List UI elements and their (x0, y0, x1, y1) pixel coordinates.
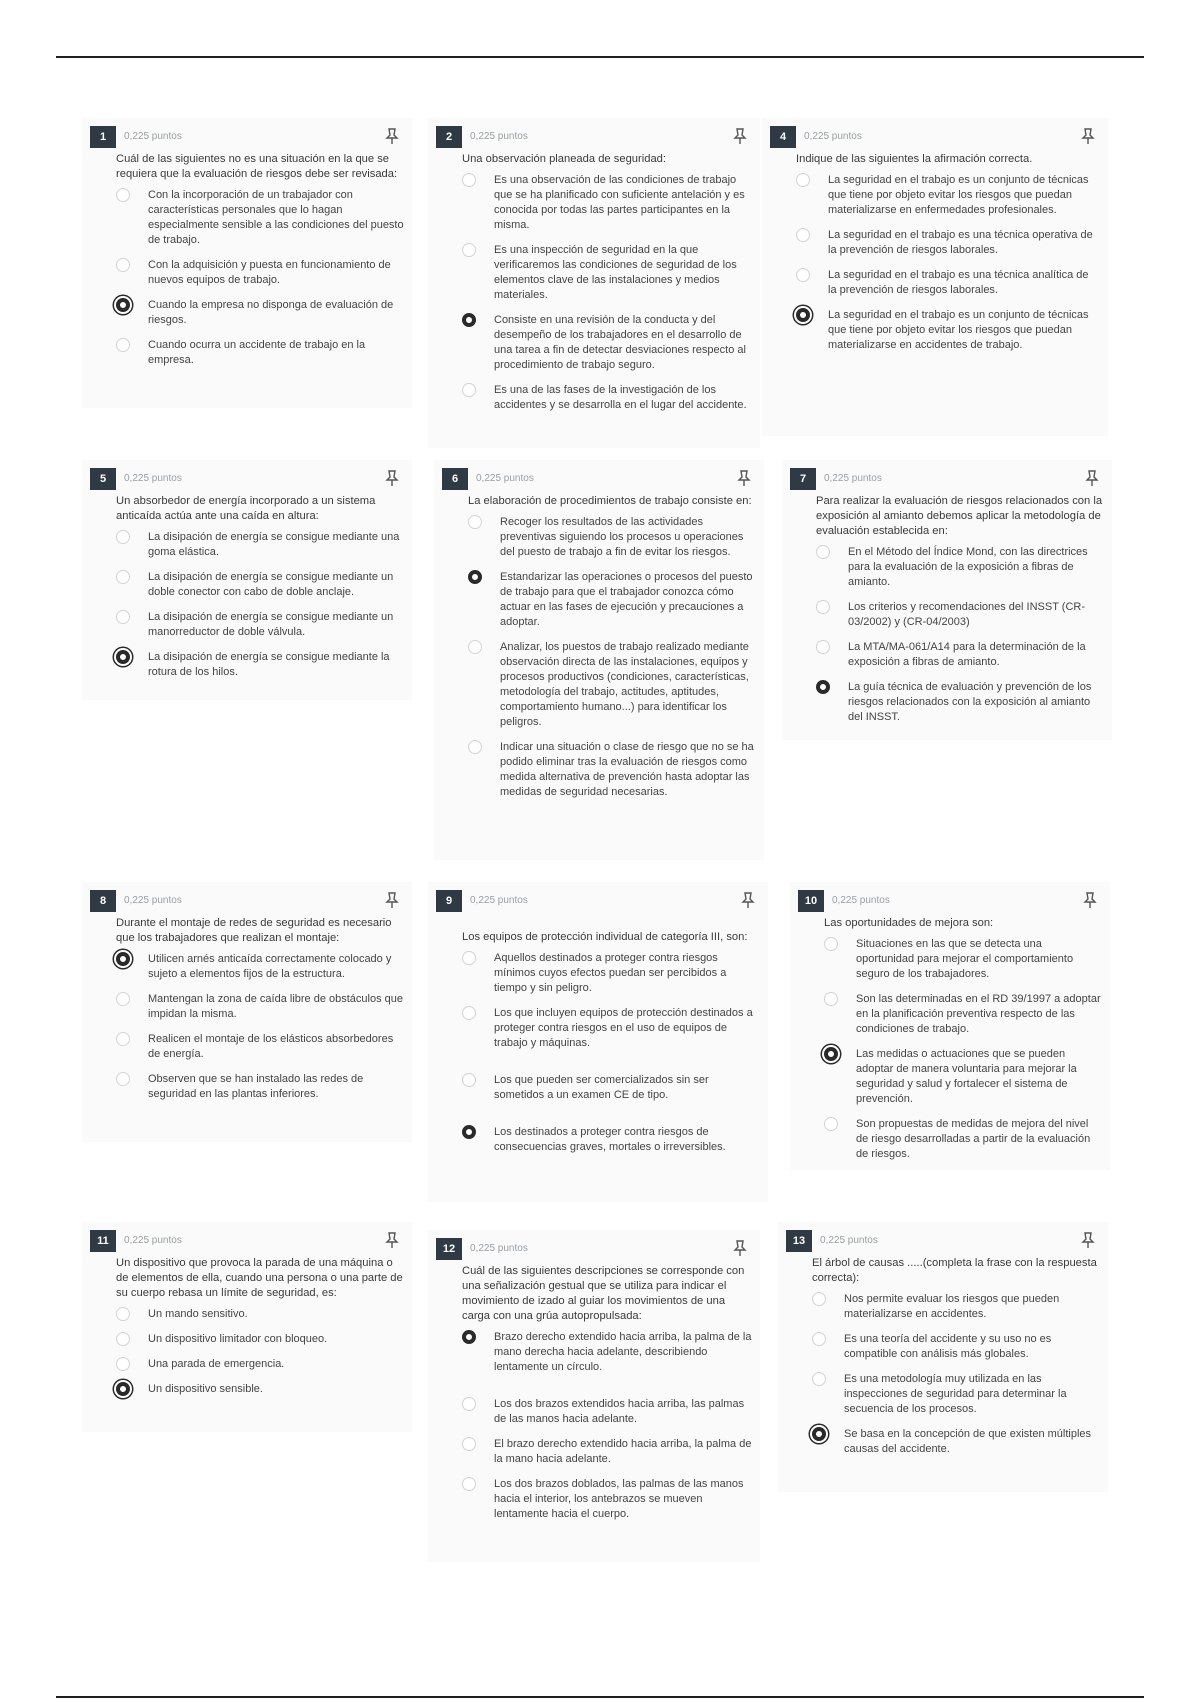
answer-option-label: Nos permite evaluar los riesgos que pueden materializarse en accidentes. (844, 1293, 1060, 1320)
answer-option-label: La seguridad en el trabajo es una técnica analítica de la prevención de riesgos laborales. (828, 269, 1089, 296)
top-rule (56, 56, 1144, 58)
question-text: Un absorbedor de energía incorporado a un sistema anticaída actúa ante una caída en altura: (116, 495, 376, 522)
answer-option-label: La disipación de energía se consigue mediante un doble conector con cabo de doble anclaje. (148, 571, 394, 598)
answer-option-label: Utilicen arnés anticaída correctamente colocado y sujeto a elementos fijos de la estructura. (148, 953, 392, 980)
answer-option[interactable] (90, 1382, 404, 1397)
radio-selected[interactable] (812, 1427, 826, 1441)
answer-option-label: Situaciones en las que se detecta una oportunidad para mejorar el comportamiento seguro de los trabajadores. (856, 938, 1074, 980)
points-label: 0,225 puntos (824, 473, 882, 484)
question-card (82, 1222, 412, 1432)
answer-option[interactable] (90, 570, 404, 600)
question-number-badge: 9 (436, 890, 462, 912)
radio-selected[interactable] (468, 570, 482, 584)
answer-option[interactable] (770, 173, 1100, 218)
question-header (786, 1230, 1100, 1252)
answer-option[interactable] (442, 570, 756, 630)
answer-option[interactable] (436, 1006, 760, 1051)
question-card (82, 118, 412, 408)
answer-option-label: La seguridad en el trabajo es un conjunto de técnicas que tiene por objeto evitar los riesgos que puedan materializarse en accidentes de trabajo. (828, 309, 1089, 351)
answer-option-label: Un dispositivo sensible. (148, 1383, 263, 1395)
radio-unselected[interactable] (116, 992, 130, 1006)
pin-icon[interactable] (1080, 127, 1096, 145)
question-card (428, 118, 760, 448)
radio-unselected[interactable] (824, 992, 838, 1006)
answer-option[interactable] (90, 1032, 404, 1062)
radio-unselected[interactable] (796, 228, 810, 242)
radio-unselected[interactable] (116, 570, 130, 584)
pin-icon[interactable] (384, 1231, 400, 1249)
answer-option-label: El brazo derecho extendido hacia arriba, la palma de la mano hacia adelante. (494, 1438, 752, 1465)
radio-unselected[interactable] (462, 173, 476, 187)
question-header (442, 468, 756, 490)
answer-option[interactable] (436, 243, 752, 303)
radio-selected[interactable] (116, 952, 130, 966)
answer-option[interactable] (436, 313, 752, 373)
radio-unselected[interactable] (116, 1332, 130, 1346)
answer-option-label: Es una inspección de seguridad en la que verificaremos las condiciones de seguridad de los elementos clave de las instalaciones y medios materiales. (494, 244, 737, 301)
question-text: Indique de las siguientes la afirmación correcta. (796, 153, 1033, 165)
pin-icon[interactable] (736, 469, 752, 487)
answer-option[interactable] (798, 992, 1102, 1037)
bottom-rule (56, 1696, 1144, 1698)
question-text: Para realizar la evaluación de riesgos relacionados con la exposición al amianto debemos aplicar la metodología de evaluación establecida en: (816, 495, 1103, 537)
points-label: 0,225 puntos (804, 131, 862, 142)
question-card (428, 882, 768, 1202)
question-card (782, 460, 1112, 740)
question-card (790, 882, 1110, 1170)
points-label: 0,225 puntos (820, 1235, 878, 1246)
radio-unselected[interactable] (468, 740, 482, 754)
question-text: Un dispositivo que provoca la parada de una máquina o de elementos de ella, cuando una persona o una parte de su cuerpo rebasa un límite de seguridad, es: (116, 1257, 403, 1299)
radio-selected[interactable] (462, 1330, 476, 1344)
answer-option-label: Indicar una situación o clase de riesgo que no se ha podido eliminar tras la evaluación de riesgos como medida alternativa de prevención hasta adoptar las medidas de seguridad necesarias. (500, 741, 754, 798)
answer-option-label: Los criterios y recomendaciones del INSST (CR-03/2002) y (CR-04/2003) (848, 601, 1085, 628)
question-number-badge: 1 (90, 126, 116, 148)
answer-option[interactable] (90, 530, 404, 560)
answer-option-label: Es una de las fases de la investigación de los accidentes y se desarrolla en el lugar del accidente. (494, 384, 747, 411)
points-label: 0,225 puntos (470, 1243, 528, 1254)
radio-selected[interactable] (816, 680, 830, 694)
radio-selected[interactable] (462, 313, 476, 327)
radio-unselected[interactable] (462, 383, 476, 397)
answer-option-label: Analizar, los puestos de trabajo realizado mediante observación directa de las instalaciones, equipos y procesos productivos (condiciones, características, metodología del trabajo, actitudes, aptitudes, comportamiento humano...) para identificar los peligros. (500, 641, 749, 728)
radio-unselected[interactable] (816, 545, 830, 559)
question-header (90, 126, 404, 148)
answer-option-label: Un mando sensitivo. (148, 1308, 248, 1320)
question-header (436, 1238, 752, 1260)
answer-option-label: La disipación de energía se consigue mediante una goma elástica. (148, 531, 400, 558)
radio-unselected[interactable] (116, 258, 130, 272)
question-header (790, 468, 1104, 490)
points-label: 0,225 puntos (124, 131, 182, 142)
question-text: Cuál de las siguientes descripciones se corresponde con una señalización gestual que se utiliza para indicar el movimiento de izado al guiar los movimientos de una carga con una grúa autopropulsada: (462, 1265, 745, 1322)
answer-option-label: Un dispositivo limitador con bloqueo. (148, 1333, 328, 1345)
points-label: 0,225 puntos (124, 895, 182, 906)
question-card (762, 118, 1108, 436)
answer-option[interactable] (90, 1072, 404, 1102)
answer-option[interactable] (436, 173, 752, 233)
answer-option-label: La seguridad en el trabajo es una técnica operativa de la prevención de riesgos laborales. (828, 229, 1093, 256)
question-text: Cuál de las siguientes no es una situación en la que se requiera que la evaluación de riesgos debe ser revisada: (116, 153, 398, 180)
radio-selected[interactable] (116, 298, 130, 312)
question-header (90, 890, 404, 912)
question-text: Una observación planeada de seguridad: (462, 153, 667, 165)
radio-unselected[interactable] (116, 610, 130, 624)
answer-option[interactable] (786, 1292, 1100, 1322)
question-card (434, 460, 764, 860)
answer-option[interactable] (442, 740, 756, 800)
radio-selected[interactable] (796, 308, 810, 322)
radio-unselected[interactable] (116, 1072, 130, 1086)
answer-option-label: Los dos brazos doblados, las palmas de las manos hacia el interior, los antebrazos se mueven lentamente hacia el cuerpo. (494, 1478, 744, 1520)
radio-unselected[interactable] (816, 600, 830, 614)
pin-icon[interactable] (384, 891, 400, 909)
radio-unselected[interactable] (116, 188, 130, 202)
answer-option[interactable] (90, 952, 404, 982)
question-text: Los equipos de protección individual de categoría III, son: (462, 931, 748, 943)
answer-option[interactable] (90, 992, 404, 1022)
pin-icon[interactable] (1084, 469, 1100, 487)
question-text: Las oportunidades de mejora son: (824, 917, 994, 929)
answer-option[interactable] (798, 1047, 1102, 1107)
answer-option-label: La seguridad en el trabajo es un conjunto de técnicas que tiene por objeto evitar los riesgos que puedan materializarse en enfermedades profesionales. (828, 174, 1089, 216)
answer-option[interactable] (798, 937, 1102, 982)
radio-unselected[interactable] (468, 640, 482, 654)
radio-unselected[interactable] (462, 1477, 476, 1491)
answer-option[interactable] (436, 1477, 752, 1522)
answer-option[interactable] (790, 680, 1104, 725)
radio-unselected[interactable] (462, 1397, 476, 1411)
answer-option[interactable] (436, 1125, 760, 1155)
answer-option[interactable] (436, 1397, 752, 1427)
answer-option-label: Mantengan la zona de caída libre de obstáculos que impidan la misma. (148, 993, 404, 1020)
answer-option-label: La guía técnica de evaluación y prevención de los riesgos relacionados con la exposición al amianto del INSST. (848, 681, 1092, 723)
answer-option-label: Consiste en una revisión de la conducta y del desempeño de los trabajadores en el desarrollo de una tarea a fin de detectar desviaciones respecto al procedimiento de trabajo seguro. (494, 314, 746, 371)
question-header (90, 1230, 404, 1252)
question-text: El árbol de causas .....(completa la frase con la respuesta correcta): (812, 1257, 1097, 1284)
answer-option[interactable] (90, 650, 404, 680)
radio-selected[interactable] (462, 1125, 476, 1139)
answer-option-label: Recoger los resultados de las actividades preventivas siguiendo los procesos u operaciones del puesto de trabajo a fin de evitar los riesgos. (500, 516, 744, 558)
pin-icon[interactable] (740, 891, 756, 909)
question-text: Durante el montaje de redes de seguridad es necesario que los trabajadores que realizan el montaje: (116, 917, 392, 944)
answer-option[interactable] (798, 1117, 1102, 1162)
radio-unselected[interactable] (116, 530, 130, 544)
question-text: La elaboración de procedimientos de trabajo consiste en: (468, 495, 752, 507)
radio-selected[interactable] (824, 1047, 838, 1061)
question-card (82, 460, 412, 700)
question-number-badge: 5 (90, 468, 116, 490)
answer-option-label: Cuando ocurra un accidente de trabajo en la empresa. (148, 339, 366, 366)
question-number-badge: 4 (770, 126, 796, 148)
pin-icon[interactable] (732, 127, 748, 145)
question-number-badge: 6 (442, 468, 468, 490)
points-label: 0,225 puntos (476, 473, 534, 484)
answer-option[interactable] (436, 383, 752, 413)
answer-option-label: Aquellos destinados a proteger contra riesgos mínimos cuyos efectos puedan ser percibidos a tiempo y sin peligro. (494, 952, 727, 994)
answer-option-label: Los destinados a proteger contra riesgos de consecuencias graves, mortales o irreversibles. (494, 1126, 726, 1153)
radio-unselected[interactable] (116, 1032, 130, 1046)
answer-option[interactable] (436, 1330, 752, 1375)
radio-selected[interactable] (116, 1382, 130, 1396)
question-header (436, 890, 760, 912)
radio-unselected[interactable] (462, 243, 476, 257)
radio-unselected[interactable] (812, 1372, 826, 1386)
answer-option-label: Observen que se han instalado las redes de seguridad en las plantas inferiores. (148, 1073, 364, 1100)
answer-option-label: La MTA/MA-061/A14 para la determinación de la exposición a fibras de amianto. (848, 641, 1086, 668)
question-card (778, 1222, 1108, 1492)
answer-option[interactable] (90, 610, 404, 640)
answer-option-label: Son propuestas de medidas de mejora del nivel de riesgo desarrolladas a partir de la evaluación de riesgos. (856, 1118, 1091, 1160)
question-header (770, 126, 1100, 148)
radio-selected[interactable] (116, 650, 130, 664)
pin-icon[interactable] (1080, 1231, 1096, 1249)
answer-option[interactable] (786, 1372, 1100, 1417)
answer-option-label: Estandarizar las operaciones o procesos del puesto de trabajo para que el trabajador conozca cómo actuar en las fases de ejecución y precauciones a adoptar. (500, 571, 753, 628)
radio-unselected[interactable] (468, 515, 482, 529)
answer-option-label: Una parada de emergencia. (148, 1358, 285, 1370)
answer-option-label: Las medidas o actuaciones que se pueden adoptar de manera voluntaria para mejorar la seguridad y salud y fortalecer el sistema de prevención. (856, 1048, 1077, 1105)
radio-unselected[interactable] (812, 1292, 826, 1306)
answer-option[interactable] (790, 545, 1104, 590)
answer-option[interactable] (770, 308, 1100, 353)
radio-unselected[interactable] (116, 1357, 130, 1371)
answer-option-label: Es una teoría del accidente y su uso no es compatible con análisis más globales. (844, 1333, 1052, 1360)
points-label: 0,225 puntos (832, 895, 890, 906)
answer-option-label: Los que pueden ser comercializados sin ser sometidos a un examen CE de tipo. (494, 1074, 709, 1101)
answer-option-label: Los que incluyen equipos de protección destinados a proteger contra riesgos en el uso de equipos de trabajo y máquinas. (494, 1007, 753, 1049)
answer-option-label: Se basa en la concepción de que existen múltiples causas del accidente. (844, 1428, 1092, 1455)
answer-option[interactable] (770, 228, 1100, 258)
radio-unselected[interactable] (796, 268, 810, 282)
question-number-badge: 2 (436, 126, 462, 148)
answer-option[interactable] (786, 1332, 1100, 1362)
radio-unselected[interactable] (824, 937, 838, 951)
radio-unselected[interactable] (116, 1307, 130, 1321)
radio-unselected[interactable] (462, 951, 476, 965)
answer-option[interactable] (90, 1307, 404, 1322)
answer-option[interactable] (442, 515, 756, 560)
question-header (90, 468, 404, 490)
answer-option-label: Con la incorporación de un trabajador con características personales que lo hagan especialmente sensible a las condiciones del puesto de trabajo. (148, 189, 404, 246)
radio-unselected[interactable] (116, 338, 130, 352)
answer-option[interactable] (436, 1437, 752, 1467)
answer-option-label: Con la adquisición y puesta en funcionamiento de nuevos equipos de trabajo. (148, 259, 391, 286)
answer-option[interactable] (790, 640, 1104, 670)
question-number-badge: 7 (790, 468, 816, 490)
answer-option[interactable] (90, 298, 404, 328)
answer-option[interactable] (436, 1073, 760, 1103)
answer-option-label: Cuando la empresa no disponga de evaluación de riesgos. (148, 299, 394, 326)
answer-option[interactable] (90, 1332, 404, 1347)
question-header (798, 890, 1102, 912)
question-number-badge: 13 (786, 1230, 812, 1252)
answer-option[interactable] (90, 338, 404, 368)
answer-option[interactable] (790, 600, 1104, 630)
answer-option-label: Son las determinadas en el RD 39/1997 a adoptar en la planificación preventiva respecto de las condiciones de trabajo. (856, 993, 1101, 1035)
question-number-badge: 10 (798, 890, 824, 912)
answer-option[interactable] (436, 951, 760, 996)
radio-unselected[interactable] (462, 1073, 476, 1087)
question-card (82, 882, 412, 1142)
points-label: 0,225 puntos (124, 1235, 182, 1246)
points-label: 0,225 puntos (124, 473, 182, 484)
radio-unselected[interactable] (796, 173, 810, 187)
answer-option-label: Realicen el montaje de los elásticos absorbedores de energía. (148, 1033, 394, 1060)
question-header (436, 126, 752, 148)
question-card (428, 1230, 760, 1562)
radio-unselected[interactable] (462, 1006, 476, 1020)
answer-option[interactable] (770, 268, 1100, 298)
answer-option[interactable] (90, 1357, 404, 1372)
radio-unselected[interactable] (816, 640, 830, 654)
points-label: 0,225 puntos (470, 131, 528, 142)
radio-unselected[interactable] (824, 1117, 838, 1131)
answer-option[interactable] (442, 640, 756, 730)
answer-option[interactable] (90, 258, 404, 288)
points-label: 0,225 puntos (470, 895, 528, 906)
answer-option-label: Brazo derecho extendido hacia arriba, la palma de la mano derecha hacia adelante, describiendo lentamente un círculo. (494, 1331, 752, 1373)
answer-option[interactable] (90, 188, 404, 248)
answer-option-label: Los dos brazos extendidos hacia arriba, las palmas de las manos hacia adelante. (494, 1398, 745, 1425)
answer-option-label: La disipación de energía se consigue mediante la rotura de los hilos. (148, 651, 390, 678)
question-number-badge: 8 (90, 890, 116, 912)
radio-unselected[interactable] (462, 1437, 476, 1451)
answer-option[interactable] (786, 1427, 1100, 1457)
answer-option-label: En el Método del Índice Mond, con las directrices para la evaluación de la exposición a fibras de amianto. (848, 546, 1088, 588)
question-number-badge: 11 (90, 1230, 116, 1252)
question-number-badge: 12 (436, 1238, 462, 1260)
pin-icon[interactable] (1082, 891, 1098, 909)
pin-icon[interactable] (732, 1239, 748, 1257)
pin-icon[interactable] (384, 127, 400, 145)
answer-option-label: Es una observación de las condiciones de trabajo que se ha planificado con suficiente antelación y es conocida por todas las partes participantes en la misma. (494, 174, 745, 231)
answer-option-label: La disipación de energía se consigue mediante un manorreductor de doble válvula. (148, 611, 394, 638)
pin-icon[interactable] (384, 469, 400, 487)
radio-unselected[interactable] (812, 1332, 826, 1346)
answer-option-label: Es una metodología muy utilizada en las inspecciones de seguridad para determinar la secuencia de los procesos. (844, 1373, 1067, 1415)
